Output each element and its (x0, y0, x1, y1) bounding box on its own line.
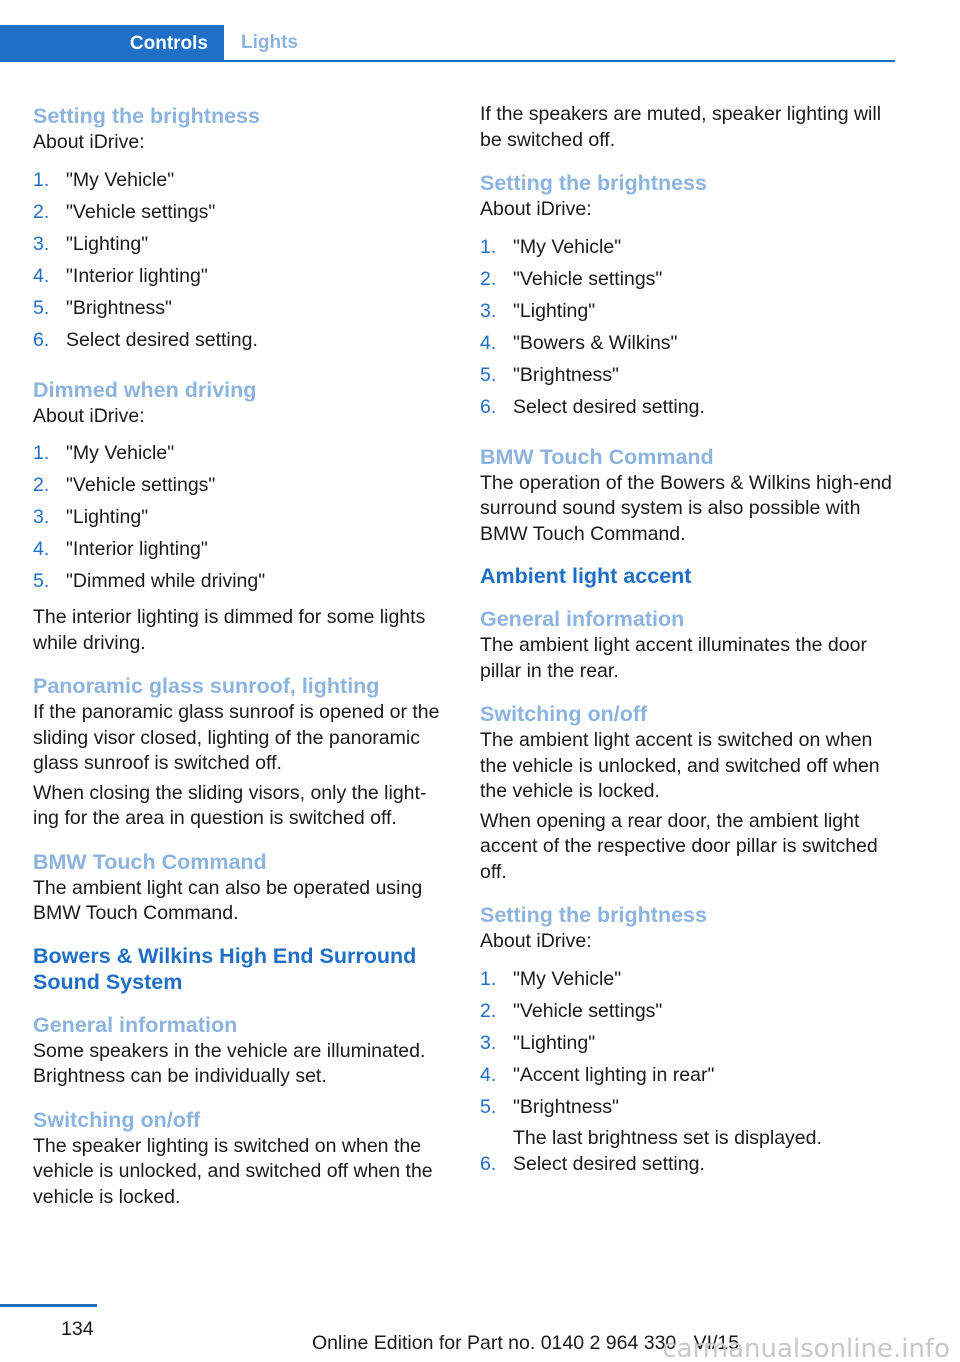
section-heading: Switching on/off (480, 702, 648, 726)
list-item: 4. "Bowers & Wilkins" (480, 331, 678, 354)
list-item: 5. "Brightness" The last brightness set is displayed. (480, 1095, 894, 1152)
edition-text: Online Edition for Part no. 0140 2 964 330 - VI/15 (312, 1332, 740, 1354)
list-item: 2. "Vehicle settings" (33, 200, 216, 223)
intro-text: About iDrive: (33, 404, 145, 427)
list-item: 3. "Lighting" (33, 232, 149, 255)
chapter-heading: Bowers & Wilkins High End Surround Sound System (33, 943, 417, 994)
step-note: The last brightness set is displayed. (513, 1127, 822, 1149)
list-item: 3. "Lighting" (480, 1031, 596, 1054)
step-list (33, 441, 451, 601)
body-text: The ambient light accent is switched on when the vehicle is unlocked, and switched off when the vehicle is locked. (480, 729, 880, 802)
watermark: carmanualsonline.info (662, 1334, 950, 1362)
step-list (480, 967, 894, 1184)
list-item: 4. "Accent lighting in rear" (480, 1063, 715, 1086)
body-text: If the speakers are muted, speaker lighting will be switched off. (480, 103, 882, 151)
list-item: 2. "Vehicle settings" (480, 267, 663, 290)
right-column (480, 102, 894, 1188)
list-item: 3. "Lighting" (33, 506, 149, 528)
body-text: The operation of the Bowers & Wilkins high‐end surround sound system is also possible with BMW Touch Command. (480, 471, 892, 545)
chapter-heading: Ambient light accent (480, 564, 692, 588)
section-heading: Dimmed when driving (33, 377, 257, 402)
section-heading: BMW Touch Command (480, 444, 714, 469)
step-list (33, 168, 451, 360)
list-item: 2. "Vehicle settings" (33, 474, 216, 496)
body-text: When closing the sliding visors, only the light‐ing for the area in question is switched off. (33, 781, 427, 829)
list-item: 1. "My Vehicle" (33, 168, 175, 191)
footer-rule (0, 1304, 97, 1307)
step-list (480, 235, 894, 427)
section-heading: Setting the brightness (480, 903, 707, 927)
header-tabs (0, 25, 895, 62)
body-text: Some speakers in the vehicle are illuminated. Brightness can be individually set. (33, 1039, 426, 1087)
section-heading: Setting the brightness (480, 171, 707, 195)
page-number: 134 (61, 1318, 94, 1340)
tab-lights[interactable]: Lights (241, 31, 298, 53)
section-heading: General information (480, 607, 685, 631)
list-item: 1. "My Vehicle" (480, 967, 622, 990)
list-item: 6. Select desired setting. (33, 328, 258, 351)
tab-controls[interactable]: Controls (0, 25, 224, 62)
section-heading: BMW Touch Command (33, 849, 267, 874)
list-item: 5. "Brightness" (480, 363, 619, 386)
list-item: 4. "Interior lighting" (33, 538, 208, 560)
list-item: 1. "My Vehicle" (480, 235, 622, 258)
list-item: 6. Select desired setting. (480, 1152, 705, 1175)
body-text: The ambient light accent illuminates the door pillar in the rear. (480, 634, 867, 682)
list-item: 1. "My Vehicle" (33, 442, 175, 464)
body-text: The ambient light can also be operated using BMW Touch Command. (33, 876, 423, 924)
list-item: 2. "Vehicle settings" (480, 999, 663, 1022)
body-text: When opening a rear door, the ambient light accent of the respective door pillar is switched off. (480, 809, 878, 883)
body-text: If the panoramic glass sunroof is opened or the sliding visor closed, lighting of the panoramic glass sunroof is switched off. (33, 701, 440, 774)
list-item: 4. "Interior lighting" (33, 264, 208, 287)
section-heading: Panoramic glass sunroof, lighting (33, 674, 380, 698)
body-text: The interior lighting is dimmed for some lights while driving. (33, 606, 426, 654)
section-heading: Setting the brightness (33, 104, 260, 128)
list-item: 6. Select desired setting. (480, 395, 705, 418)
intro-text: About iDrive: (480, 930, 592, 952)
list-item: 5. "Dimmed while driving" (33, 570, 266, 592)
list-item: 5. "Brightness" (33, 296, 172, 319)
list-item: 3. "Lighting" (480, 299, 596, 322)
section-heading: General information (33, 1012, 238, 1037)
section-heading: Switching on/off (33, 1107, 201, 1132)
header-rule (0, 60, 895, 62)
left-column (33, 102, 451, 1210)
body-text: The speaker lighting is switched on when the vehicle is unlocked, and switched off when the vehicle is locked. (33, 1134, 433, 1208)
intro-text: About iDrive: (33, 131, 145, 153)
intro-text: About iDrive: (480, 198, 592, 220)
